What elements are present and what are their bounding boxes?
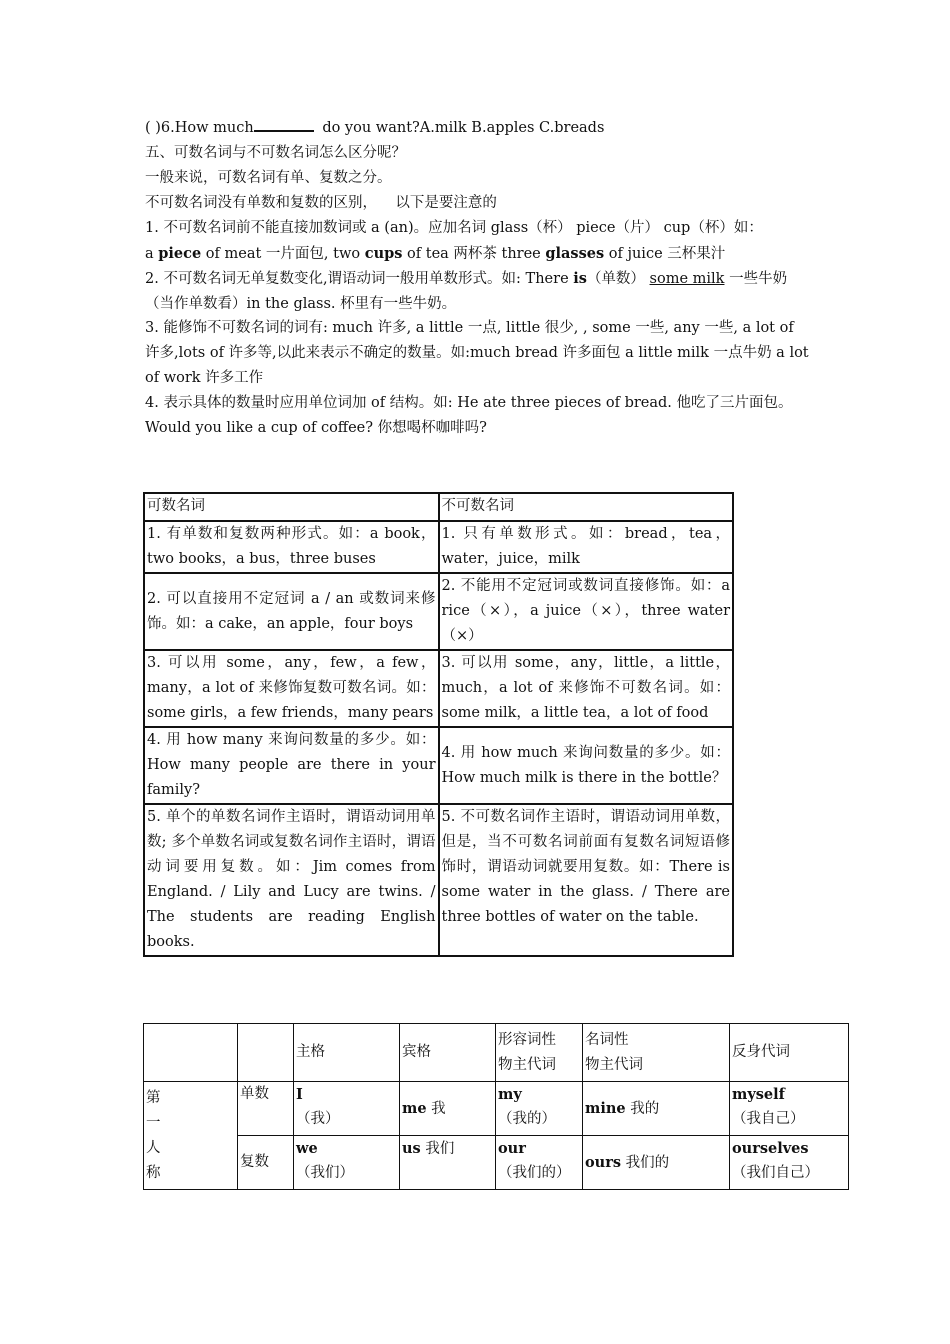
table-cell: 2. 不能用不定冠词或数词直接修饰。如：a rice（×），a juice（×），three water（×） (439, 573, 734, 650)
table-row (144, 573, 733, 650)
table-header-row (144, 493, 733, 521)
reflexive-cell: ourselves （我们自己） (730, 1136, 849, 1190)
answer-blank (254, 116, 314, 132)
rule-3: 3. 能修饰不可数名词的词有: much 许多, a little 一点, little 很少, , some 一些, any 一些, a lot of 许多,lots of 许多等,以此来表示不确定的数量。如:much bread 许多面包 a little milk 一点牛奶 a lot of work 许多工作 (145, 320, 809, 386)
rule-1 (145, 216, 810, 267)
rule-1-line-1: 1. 不可数名词前不能直接加数词或 a (an)。应加名词 glass（杯） piece（片） cup（杯）如： (145, 220, 763, 236)
word-is: is (573, 270, 587, 287)
pronoun-header-row (144, 1024, 849, 1082)
table-row (144, 650, 733, 727)
countable-uncountable-table (143, 492, 734, 957)
word-piece: piece (158, 245, 202, 262)
table-row (144, 804, 733, 956)
pronoun-row-plural (144, 1136, 849, 1190)
word-glasses: glasses (545, 245, 605, 262)
intro-line-2: 不可数名词没有单数和复数的区别， 以下是要注意的 (145, 195, 497, 211)
table-cell: 5. 不可数名词作主语时，谓语动词用单数，但是，当不可数名词前面有复数名词短语修饰时，谓语动词就要用复数。如：There is some water in the glass. / There are three bottles of water on the table. (439, 804, 734, 956)
header-subject: 主格 (294, 1024, 400, 1082)
table-cell: 3. 可以用 some，any，little，a little，much，a lot of 来修饰不可数名词。如：some milk，a little tea，a lot of food (439, 650, 734, 727)
word-cups: cups (364, 245, 403, 262)
object-cell: us 我们 (400, 1136, 496, 1190)
header-countable: 可数名词 (144, 493, 439, 521)
question-6 (145, 116, 810, 141)
subject-cell: I （我） (294, 1082, 400, 1136)
table-cell: 5. 单个的单数名词作主语时，谓语动词用单数; 多个单数名词或复数名词作主语时，谓语动词要用复数。如：Jim comes from England. / Lily and Lucy are twins. / The students are reading English books. (144, 804, 439, 956)
header-object: 宾格 (400, 1024, 496, 1082)
header-uncountable: 不可数名词 (439, 493, 734, 521)
rule-2: 2. 不可数名词无单复数变化,谓语动词一般用单数形式。如: There is（单数） some milk 一些牛奶（当作单数看）in the glass. 杯里有一些牛奶。 (145, 270, 788, 312)
header-noun-possessive: 名词性 物主代词 (583, 1024, 730, 1082)
pronoun-row-singular (144, 1082, 849, 1136)
rule-1-example: a piece of meat 一片面包, two cups of tea 两杯茶 three glasses of juice 三杯果汁 (145, 245, 726, 262)
adjective-possessive-cell: my （我的） (496, 1082, 583, 1136)
phrase-some-milk: some milk (649, 271, 725, 287)
table-row (144, 727, 733, 804)
reflexive-cell: myself （我自己） (730, 1082, 849, 1136)
section-title: 五、可数名词与不可数名词怎么区分呢？ (145, 145, 406, 161)
empty-cell (238, 1024, 294, 1082)
number-label: 复数 (238, 1136, 294, 1190)
header-adjective-possessive: 形容词性 物主代词 (496, 1024, 583, 1082)
subject-cell: we （我们） (294, 1136, 400, 1190)
table-cell: 1. 有单数和复数两种形式。如：a book，two books，a bus，three buses (144, 521, 439, 573)
number-label: 单数 (238, 1082, 294, 1136)
table-cell: 4. 用 how many 来询问数量的多少。如：How many people are there in your family? (144, 727, 439, 804)
intro-line-1: 一般来说，可数名词有单、复数之分。 (145, 170, 392, 186)
question-6-prefix: ( )6.How much (145, 120, 254, 136)
adjective-possessive-cell: our （我们的） (496, 1136, 583, 1190)
question-6-options: do you want?A.milk B.apples C.breads (322, 120, 605, 136)
object-cell: me 我 (400, 1082, 496, 1136)
empty-cell (144, 1024, 238, 1082)
pronoun-table (143, 1023, 849, 1190)
table-cell: 3. 可以用 some，any，few，a few，many，a lot of 来修饰复数可数名词。如：some girls，a few friends，many pears (144, 650, 439, 727)
noun-possessive-cell: ours 我们的 (583, 1136, 730, 1190)
table-row (144, 521, 733, 573)
table-cell: 4. 用 how much 来询问数量的多少。如：How much milk is there in the bottle？ (439, 727, 734, 804)
rule-4: 4. 表示具体的数量时应用单位词加 of 结构。如: He ate three pieces of bread. 他吃了三片面包。Would you like a cup of coffee? 你想喝杯咖啡吗? (145, 395, 793, 436)
table-cell: 2. 可以直接用不定冠词 a / an 或数词来修饰。如：a cake，an apple，four boys (144, 573, 439, 650)
table-cell: 1. 只有单数形式。如：bread，tea，water，juice，milk (439, 521, 734, 573)
person-label: 第 一 人 称 (144, 1082, 238, 1190)
header-reflexive: 反身代词 (730, 1024, 849, 1082)
noun-possessive-cell: mine 我的 (583, 1082, 730, 1136)
